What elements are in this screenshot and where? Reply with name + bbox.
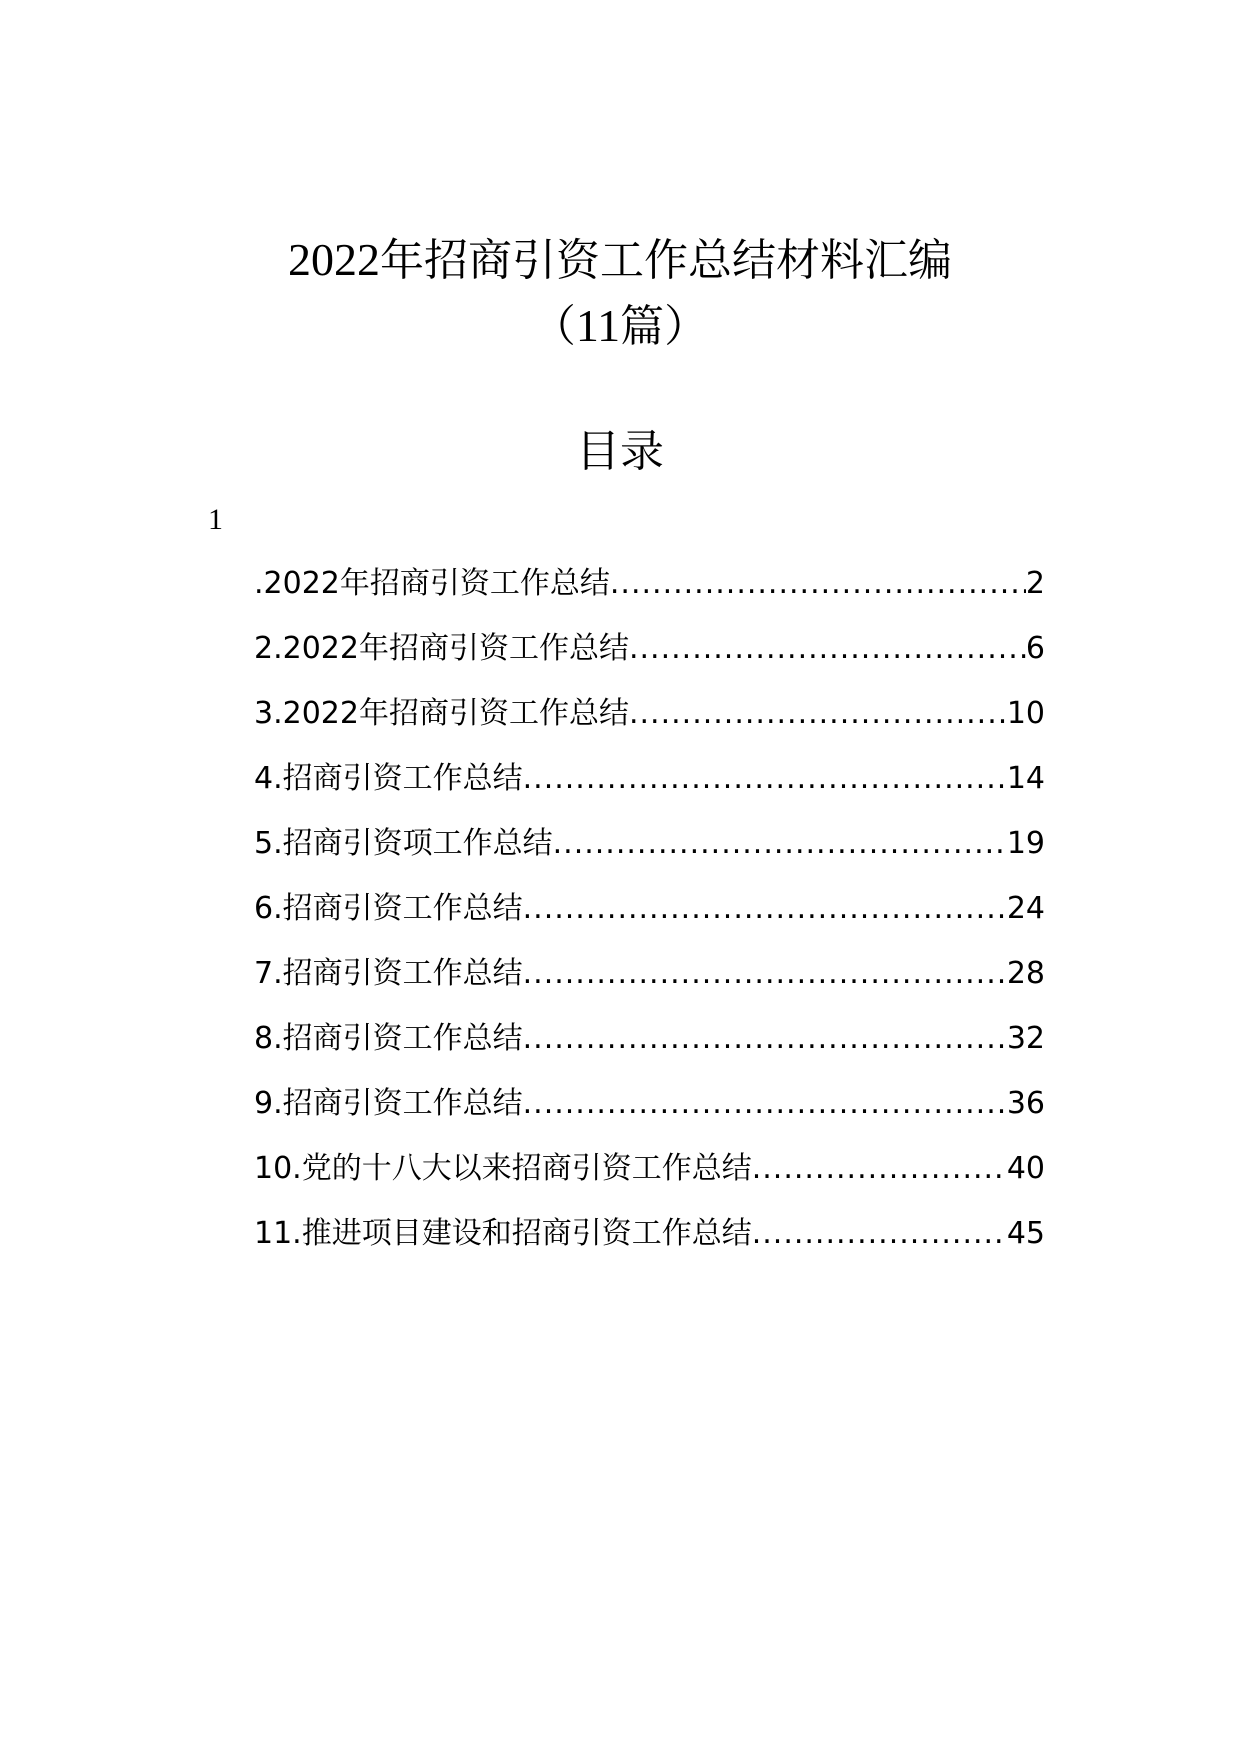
toc-dot-leader: [523, 1017, 1007, 1061]
toc-entry[interactable]: [254, 887, 1045, 952]
toc-entry[interactable]: [254, 952, 1045, 1017]
toc-entry-label: 5.招商引资项工作总结: [254, 826, 553, 861]
subtitle-text: 篇: [620, 301, 665, 352]
toc-entry-label: 4.招商引资工作总结: [254, 761, 523, 796]
toc-dot-leader: [610, 562, 1026, 606]
toc-dot-leader: [523, 952, 1007, 996]
toc-entry-label: 11.推进项目建设和招商引资工作总结: [254, 1216, 752, 1251]
stray-number: 1: [208, 503, 223, 536]
toc-entry[interactable]: [254, 757, 1045, 822]
title-year: 2022: [288, 234, 380, 285]
toc-entry-label: 6.招商引资工作总结: [254, 891, 523, 926]
toc-entry-page: 32: [1006, 1021, 1045, 1056]
toc-dot-leader: [523, 887, 1007, 931]
title-text: 年招商引资工作总结材料汇编: [380, 235, 952, 286]
toc-dot-leader: [629, 627, 1026, 671]
toc-entry-label: 10.党的十八大以来招商引资工作总结: [254, 1151, 752, 1186]
toc-entry[interactable]: [254, 1082, 1045, 1147]
toc-entry-page: 2: [1025, 566, 1045, 601]
subtitle-close-paren: ）: [664, 301, 709, 352]
toc-entry[interactable]: [254, 1212, 1045, 1277]
document-subtitle: [0, 298, 1240, 355]
toc-entry-page: 40: [1006, 1151, 1045, 1186]
toc-entry-label: 8.招商引资工作总结: [254, 1021, 523, 1056]
toc-dot-leader: [523, 1082, 1007, 1126]
toc-entry-page: 14: [1006, 761, 1045, 796]
toc-entry[interactable]: [254, 1147, 1045, 1212]
toc-entry-page: 24: [1006, 891, 1045, 926]
subtitle-number: 11: [575, 300, 621, 351]
toc-dot-leader: [752, 1212, 1007, 1256]
toc-list: [254, 562, 1045, 1277]
subtitle-open-paren: （: [531, 301, 576, 352]
toc-entry-page: 6: [1025, 631, 1045, 666]
toc-entry-label: 9.招商引资工作总结: [254, 1086, 523, 1121]
toc-entry-label: 7.招商引资工作总结: [254, 956, 523, 991]
toc-entry-label: 2.2022年招商引资工作总结: [254, 631, 629, 666]
toc-entry[interactable]: [254, 627, 1045, 692]
toc-entry-label: .2022年招商引资工作总结: [254, 566, 610, 601]
toc-dot-leader: [553, 822, 1007, 866]
document-title: [0, 232, 1240, 289]
toc-heading: 目录: [576, 426, 664, 477]
toc-entry-page: 36: [1006, 1086, 1045, 1121]
toc-entry[interactable]: [254, 562, 1045, 627]
toc-entry[interactable]: [254, 1017, 1045, 1082]
toc-entry[interactable]: [254, 822, 1045, 887]
toc-entry-page: 10: [1006, 696, 1045, 731]
toc-dot-leader: [752, 1147, 1007, 1191]
toc-dot-leader: [629, 692, 1007, 736]
toc-entry-page: 28: [1006, 956, 1045, 991]
toc-entry[interactable]: [254, 692, 1045, 757]
toc-entry-page: 45: [1006, 1216, 1045, 1251]
toc-entry-page: 19: [1006, 826, 1045, 861]
toc-dot-leader: [523, 757, 1007, 801]
toc-entry-label: 3.2022年招商引资工作总结: [254, 696, 629, 731]
